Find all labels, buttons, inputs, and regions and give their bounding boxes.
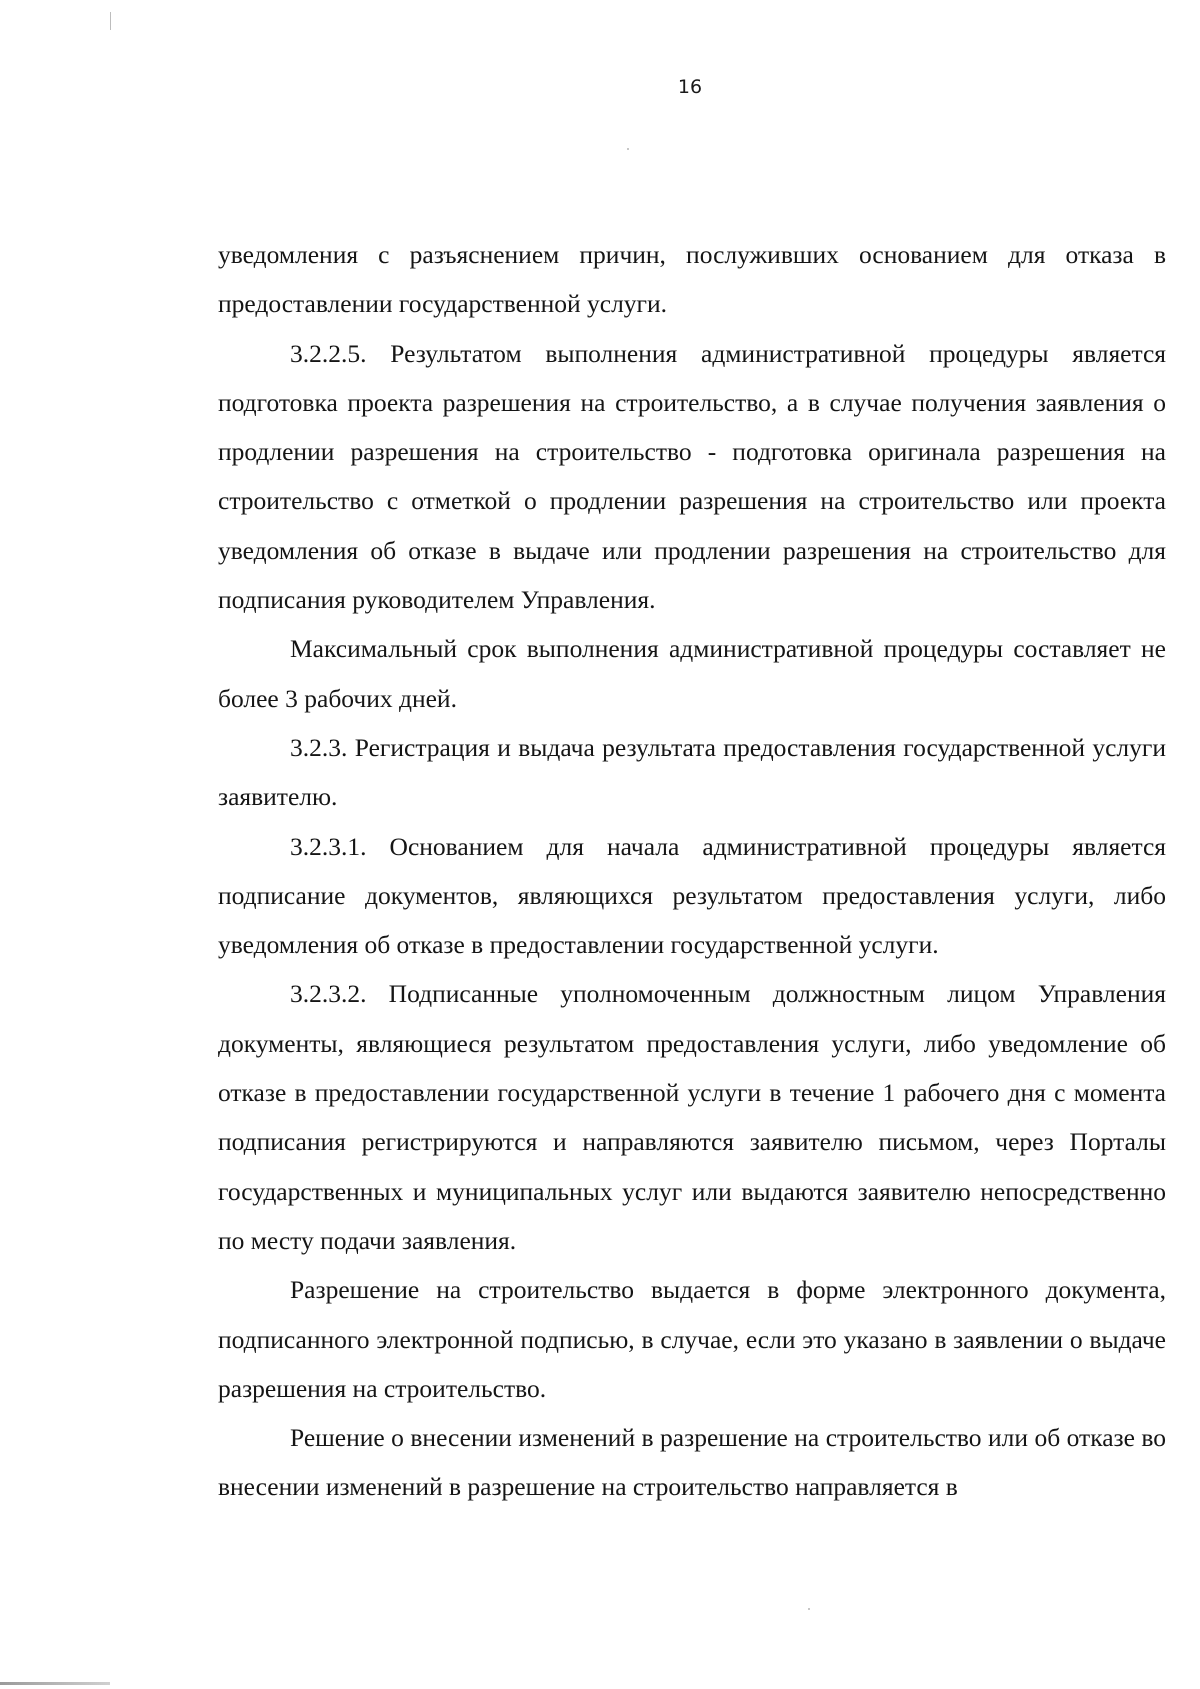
scan-speck — [627, 148, 629, 150]
paragraph-max-term: Максимальный срок выполнения административной процедуры составляет не более 3 рабочих дней. — [218, 634, 1166, 713]
scan-edge-mark — [110, 12, 111, 30]
paragraph-3-2-2-5: 3.2.2.5. Результатом выполнения административной процедуры является подготовка проекта разрешения на строительство, а в случае получения заявления о продлении разрешения на строительство - подготовка оригинала разрешения на строительство с отметкой о продлении разрешения на строительство или проекта уведомления об отказе в выдаче или продлении разрешения на строительство для подписания руководителем Управления. — [218, 338, 1166, 615]
paragraph-3-2-3-1: 3.2.3.1. Основанием для начала административной процедуры является подписание документов, являющихся результатом предоставления услуги, либо уведомления об отказе в предоставлении государственной услуги. — [218, 831, 1166, 960]
page-number: 16 — [677, 76, 703, 98]
paragraph-electronic-permit: Разрешение на строительство выдается в форме электронного документа, подписанного электронной подписью, в случае, если это указано в заявлении о выдаче разрешения на строительство. — [218, 1275, 1166, 1403]
document-body — [218, 230, 1166, 1512]
paragraph-3-2-3: 3.2.3. Регистрация и выдача результата предоставления государственной услуги заявителю. — [218, 732, 1166, 812]
scan-speck — [808, 1608, 810, 1610]
paragraph-amendment-decision: Решение о внесении изменений в разрешение на строительство или об отказе во внесении изменений в разрешение на строительство направляется в — [218, 1423, 1166, 1502]
scan-corner-mark — [0, 1682, 110, 1685]
paragraph-3-2-3-2: 3.2.3.2. Подписанные уполномоченным должностным лицом Управления документы, являющиеся результатом предоставления услуги, либо уведомление об отказе в предоставлении государственной услуги в течение 1 рабочего дня с момента подписания регистрируются и направляются заявителю письмом, через Порталы государственных и муниципальных услуг или выдаются заявителю непосредственно по месту подачи заявления. — [218, 979, 1166, 1255]
paragraph-continuation: уведомления с разъяснением причин, послуживших основанием для отказа в предоставлении государственной услуги. — [218, 240, 1166, 319]
